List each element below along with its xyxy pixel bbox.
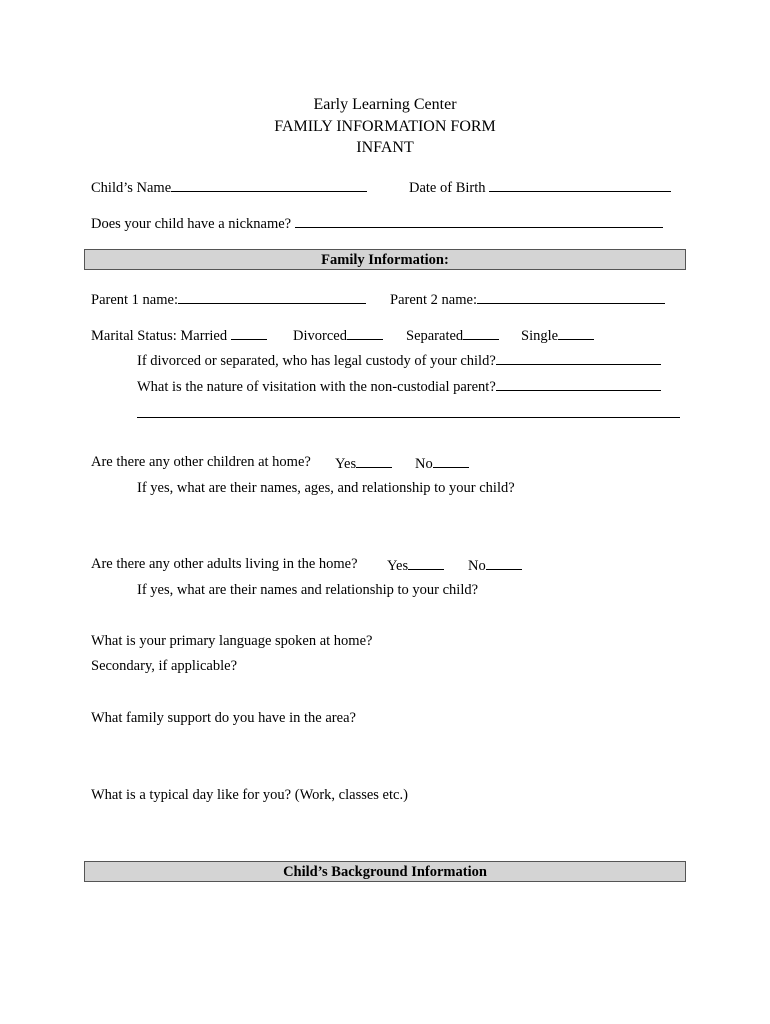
marital-separated-option [406, 327, 499, 344]
marital-married-option [91, 327, 267, 344]
children-details-question: If yes, what are their names, ages, and relationship to your child? [137, 480, 515, 496]
adults-yes-field[interactable] [408, 557, 444, 570]
custody-field[interactable] [496, 352, 661, 365]
visitation-row [137, 378, 661, 395]
adults-no-label: No [468, 558, 486, 574]
custody-row [137, 352, 661, 369]
visitation-extra-line[interactable] [137, 417, 680, 418]
background-info-heading: Child’s Background Information [84, 861, 686, 882]
children-no-label: No [415, 456, 433, 472]
single-label: Single [521, 328, 559, 344]
adults-yes-option [387, 557, 444, 574]
family-info-heading: Family Information: [84, 249, 686, 270]
separated-field[interactable] [463, 327, 499, 340]
adults-details-question: If yes, what are their names and relationship to your child? [137, 582, 479, 598]
other-children-question: Are there any other children at home? [91, 454, 311, 470]
separated-label: Separated [406, 328, 464, 344]
children-no-field[interactable] [433, 455, 469, 468]
other-children-row [91, 455, 311, 470]
org-name: Early Learning Center [313, 96, 457, 113]
divorced-label: Divorced [293, 328, 347, 344]
other-adults-question: Are there any other adults living in the home? [91, 556, 358, 572]
form-subtitle: INFANT [356, 139, 414, 156]
single-field[interactable] [558, 327, 594, 340]
adults-no-field[interactable] [486, 557, 522, 570]
parent2-field[interactable] [477, 291, 665, 304]
parent1-field[interactable] [178, 291, 366, 304]
form-title: FAMILY INFORMATION FORM [274, 118, 496, 135]
nickname-field[interactable] [295, 215, 663, 228]
child-name-row [91, 179, 367, 196]
parent2-row [390, 291, 665, 308]
marital-label: Marital Status: Married [91, 328, 228, 344]
married-field[interactable] [231, 327, 267, 340]
divorced-field[interactable] [347, 327, 383, 340]
nickname-label: Does your child have a nickname? [91, 216, 292, 232]
child-name-label: Child’s Name [91, 180, 172, 196]
custody-question: If divorced or separated, who has legal custody of your child? [137, 353, 496, 369]
children-yes-option [335, 455, 392, 472]
dob-field[interactable] [489, 179, 671, 192]
secondary-language-question: Secondary, if applicable? [91, 658, 238, 674]
children-no-option [415, 455, 469, 472]
parent1-label: Parent 1 name: [91, 292, 178, 308]
child-name-field[interactable] [171, 179, 367, 192]
parent1-row [91, 291, 366, 308]
marital-divorced-option [293, 327, 383, 344]
visitation-field[interactable] [496, 378, 661, 391]
children-yes-label: Yes [335, 456, 357, 472]
dob-row [409, 179, 671, 196]
visitation-question: What is the nature of visitation with the non-custodial parent? [137, 379, 496, 395]
family-support-question: What family support do you have in the area? [91, 710, 356, 726]
typical-day-question: What is a typical day like for you? (Work, classes etc.) [91, 787, 408, 803]
parent2-label: Parent 2 name: [390, 292, 477, 308]
adults-yes-label: Yes [387, 558, 409, 574]
nickname-row [91, 215, 663, 232]
primary-language-question: What is your primary language spoken at home? [91, 633, 373, 649]
children-yes-field[interactable] [356, 455, 392, 468]
marital-single-option [521, 327, 594, 344]
dob-label: Date of Birth [409, 180, 486, 196]
adults-no-option [468, 557, 522, 574]
